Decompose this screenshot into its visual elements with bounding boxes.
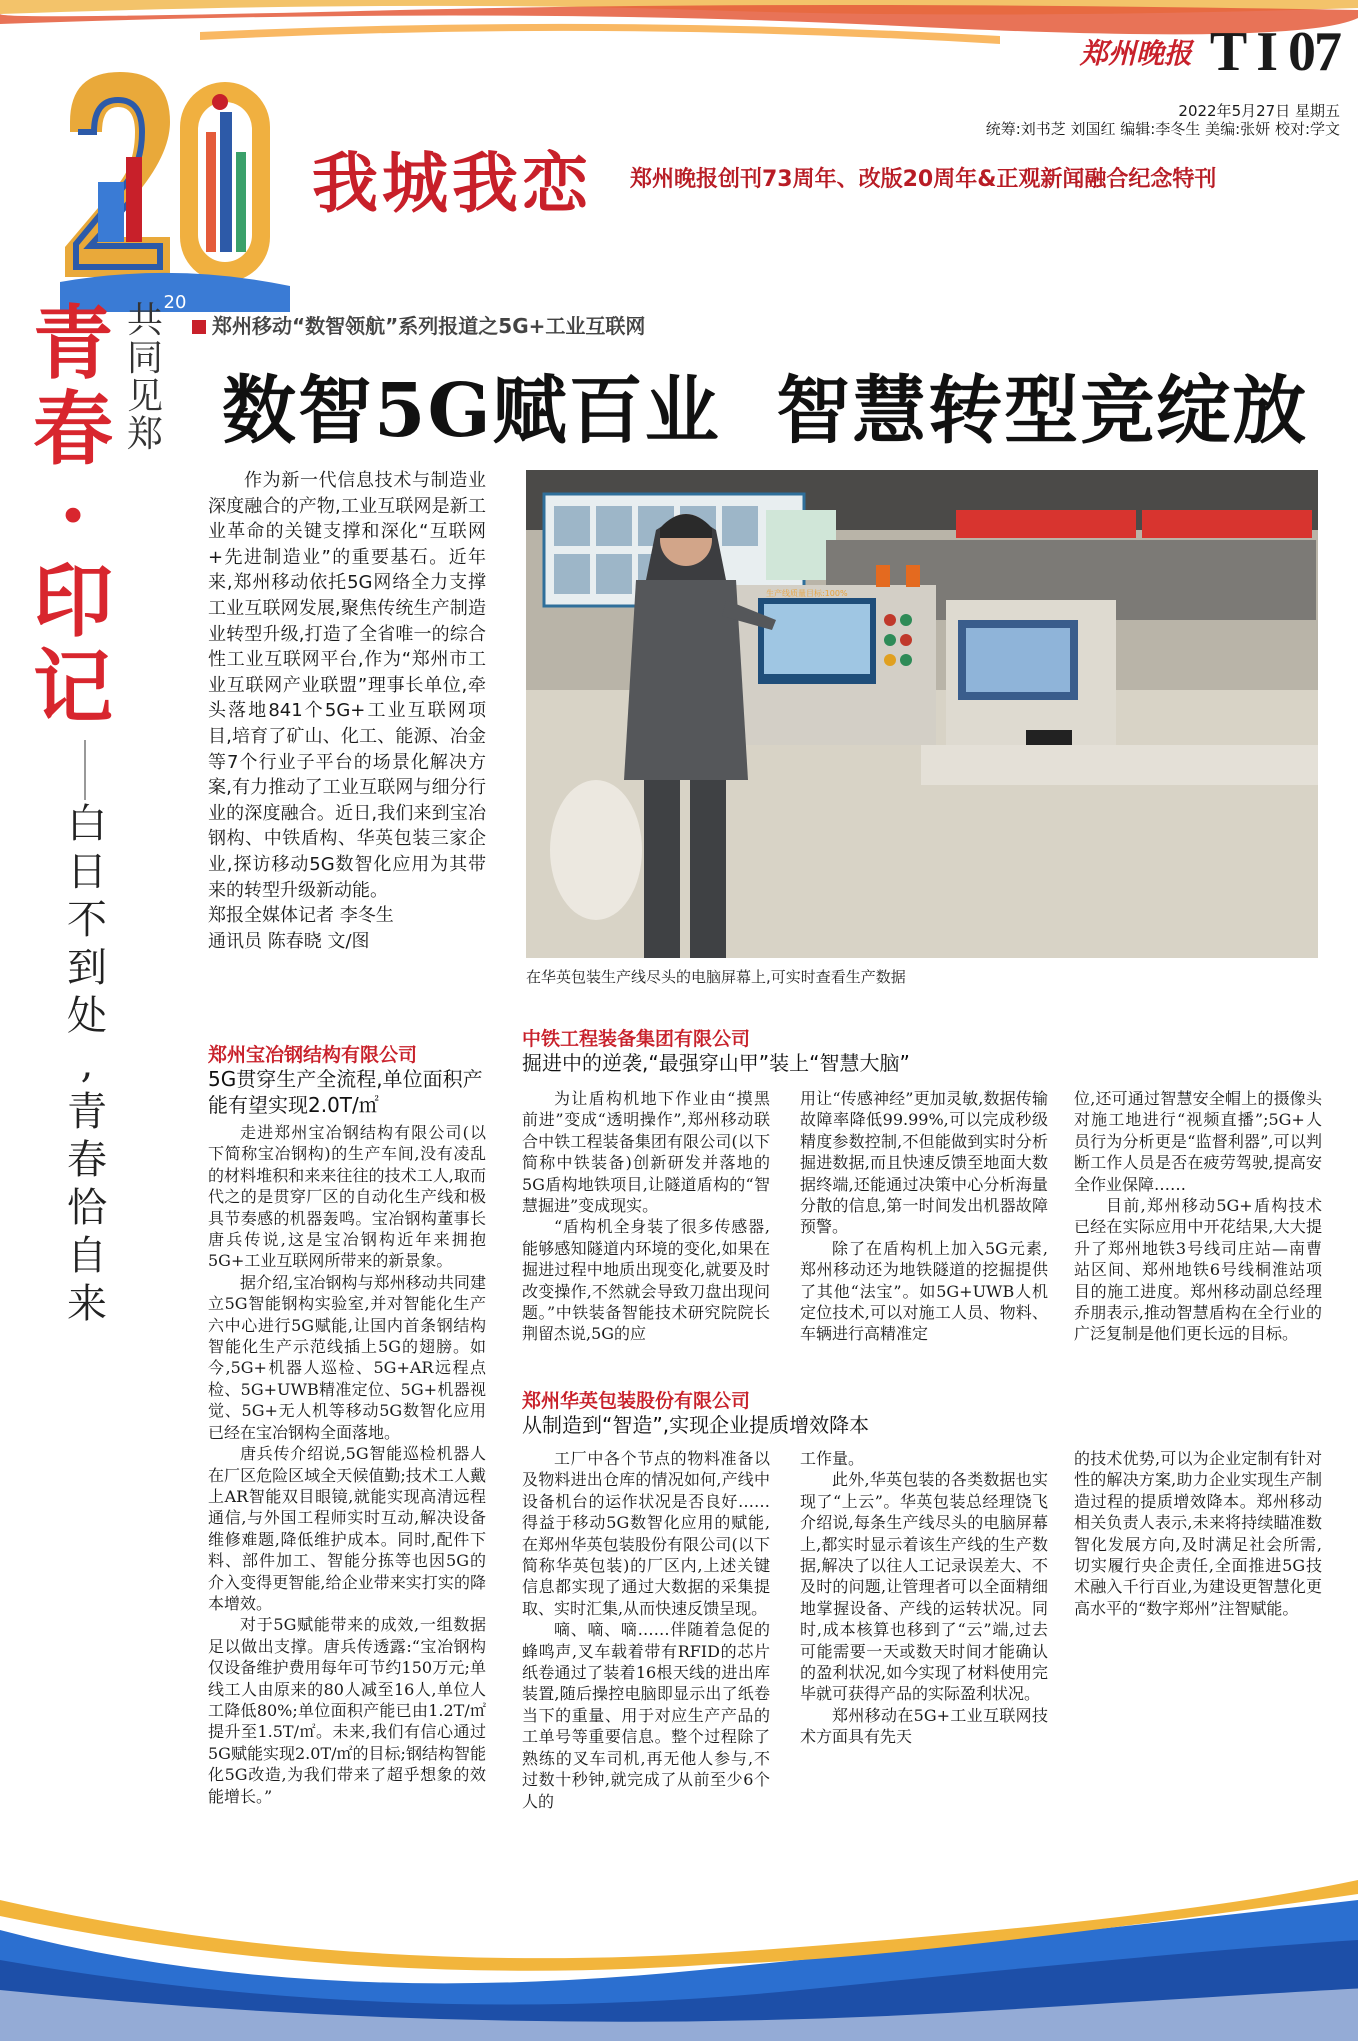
paragraph: 嘀、嘀、嘀……伴随着急促的蜂鸣声,叉车载着带有RFID的芯片纸卷通过了装着16根天线的进出库装置,随后操控电脑即显示出了纸卷当下的重量、用于对应生产产品的工单号等重要信息。整个过程除了熟练的叉车司机,再无他人参与,不过数十秒钟,就完成了从前至少6个人的	[522, 1620, 770, 1811]
photo-caption: 在华英包装生产线尽头的电脑屏幕上,可实时查看生产数据	[526, 968, 906, 986]
paragraph: 唐兵传介绍说,5G智能巡检机器人在厂区危险区域全天候值勤;技术工人戴上AR智能双目眼镜,就能实现高清远程通信,与外国工程师实时互动,解决设备维修难题,降低维护成本。同时,配件下料、部件加工、智能分拣等也因5G的介入变得更智能,给企业带来实打实的降本增效。	[208, 1444, 486, 1613]
side-title-char: 同	[126, 338, 163, 379]
side-title-char: 春	[33, 382, 113, 476]
section3-subtitle: 从制造到“智造”,实现企业提质增效降本	[522, 1413, 870, 1437]
series-label-text: 郑州移动“数智领航”系列报道之5G+工业互联网	[212, 314, 646, 338]
section1-company: 郑州宝冶钢结构有限公司	[208, 1044, 418, 1066]
side-poem	[60, 800, 114, 1328]
poem-char: 白	[67, 801, 107, 847]
poem-char: 不	[67, 897, 107, 943]
paragraph: 郑州移动在5G+工业互联网技术方面具有先天	[800, 1705, 1048, 1747]
section2-column-c	[1074, 1088, 1322, 1345]
paper-name: 郑州晚报	[1079, 39, 1192, 70]
side-title-black	[125, 302, 165, 454]
factory-photo	[526, 470, 1318, 958]
side-title-red	[30, 296, 116, 734]
paragraph: 除了在盾构机上加入5G元素,郑州移动还为地铁隧道的挖掘提供了其他“法宝”。如5G+UWB人机定位技术,可以对施工人员、物料、车辆进行高精准定	[800, 1238, 1048, 1344]
masthead	[1000, 20, 1340, 84]
byline-reporter: 郑报全媒体记者 李冬生	[208, 905, 394, 927]
paragraph: “盾构机全身装了很多传感器,能够感知隧道内环境的变化,如果在掘进过程中地质出现变化,就要及时改变操作,不然就会导致刀盘出现问题。”中铁装备智能技术研究院院长荆留杰说,5G的应	[522, 1217, 770, 1344]
poem-char: 恰	[67, 1185, 107, 1231]
section3-column-a	[522, 1448, 770, 1812]
byline-correspondent: 通讯员 陈春晓 文/图	[208, 930, 370, 952]
logo-number: 20	[163, 292, 187, 312]
poem-char: 春	[67, 1137, 107, 1183]
dateline: 2022年5月27日 星期五	[1178, 102, 1340, 120]
side-title-char: 郑	[126, 414, 163, 455]
side-title-char: ·	[59, 468, 87, 562]
section2-column-b	[800, 1088, 1048, 1345]
section2-subtitle: 掘进中的逆袭,“最强穿山甲”装上“智慧大脑”	[522, 1051, 910, 1075]
banner-title: 我城我恋	[312, 145, 592, 222]
red-square-icon	[192, 320, 206, 334]
page-number: T I 07	[1209, 21, 1340, 83]
side-divider	[84, 740, 86, 800]
paragraph: 用让“传感神经”更加灵敏,数据传输故障率降低99.99%,可以完成秒级精度参数控制,不但能做到实时分析掘进数据,而且快速反馈至地面大数据终端,还能通过决策中心分析海量分散的信息,第一时间发出机器故障预警。	[800, 1089, 1048, 1237]
paragraph: 据介绍,宝冶钢构与郑州移动共同建立5G智能钢构实验室,并对智能化生产六中心进行5G赋能,让国内首条钢结构智能化生产示范线插上5G的翅膀。如今,5G+机器人巡检、5G+AR远程点检、5G+UWB精准定位、5G+机器视觉、5G+无人机等移动5G数智化应用已经在宝冶钢构全面落地。	[208, 1272, 486, 1442]
section2-company: 中铁工程装备集团有限公司	[522, 1028, 751, 1050]
series-label	[192, 310, 645, 339]
paragraph: 走进郑州宝冶钢结构有限公司(以下简称宝冶钢构)的生产车间,没有凌乱的材料堆积和来来往往的技术工人,取而代之的是贯穿厂区的自动化生产线和极具节奏感的机器轰鸣。宝冶钢构董事长唐兵传说,这是宝冶钢构近年来拥抱5G+工业互联网所带来的新景象。	[208, 1123, 486, 1271]
paragraph: 目前,郑州移动5G+盾构技术已经在实际应用中开花结果,大大提升了郑州地铁3号线司庄站—南曹站区间、郑州地铁6号线桐淮站项目的施工进度。郑州移动副总经理乔朋表示,推动智慧盾构在全行业的广泛复制是他们更长远的目标。	[1074, 1196, 1322, 1344]
side-title-char: 记	[33, 640, 113, 734]
anniversary-20-logo	[60, 62, 290, 312]
paragraph: 为让盾构机地下作业由“摸黑前进”变成“透明操作”,郑州移动联合中铁工程装备集团有限公司(以下简称中铁装备)创新研发并落地的5G盾构地铁项目,让隧道盾构的“智慧掘进”变成现实。	[522, 1089, 770, 1216]
headline: 数智5G赋百业 智慧转型竞绽放	[222, 368, 1309, 454]
paragraph: 对于5G赋能带来的成效,一组数据足以做出支撑。唐兵传透露:“宝冶钢构仅设备维护费用每年可节约150万元;单线工人由原来的80人减至16人,单位人工降低80%;单位面积产能已由1.2T/㎡提升至1.5T/㎡。未来,我们有信心通过5G赋能实现2.0T/㎡的目标;钢结构智能化5G改造,为我们带来了超乎想象的效能增长。”	[208, 1615, 486, 1806]
paragraph: 此外,华英包装的各类数据也实现了“上云”。华英包装总经理饶飞介绍说,每条生产线尽头的电脑屏幕上,都实时显示着该生产线的生产数据,解决了以往人工记录误差大、不及时的问题,让管理者可以全面精细地掌握设备、产线的运转状况。同时,成本核算也移到了“云”端,过去可能需要一天或数天时间才能确认的盈利状况,如今实现了材料使用完毕就可获得产品的实际盈利状况。	[800, 1470, 1048, 1704]
side-title-char: 共	[126, 300, 163, 341]
paragraph: 位,还可通过智慧安全帽上的摄像头对施工地进行“视频直播”;5G+人员行为分析更是“监督利器”,可以判断工作人员是否在疲劳驾驶,提高安全作业保障……	[1074, 1089, 1322, 1194]
poem-char: 青	[67, 1089, 107, 1135]
poem-char: ,	[80, 1041, 94, 1087]
poem-char: 处	[67, 993, 107, 1039]
section3-column-b	[800, 1448, 1048, 1748]
section1-subtitle: 5G贯穿生产全流程,单位面积产能有望实现2.0T/㎡	[208, 1067, 483, 1117]
poem-char: 日	[67, 849, 107, 895]
editors-credit: 统筹:刘书芝 刘国红 编辑:李冬生 美编:张妍 校对:学文	[985, 120, 1340, 138]
paragraph: 的技术优势,可以为企业定制有针对性的解决方案,助力企业实现生产制造过程的提质增效降本。郑州移动相关负责人表示,未来将持续瞄准数智化发展方向,及时满足社会所需,切实履行央企责任,全面推进5G技术融入千行百业,为建设更智慧化更高水平的“数字郑州”注智赋能。	[1074, 1449, 1322, 1618]
section3-column-c	[1074, 1448, 1322, 1619]
bottom-decorative-wave	[0, 1860, 1358, 2041]
lead-paragraph	[208, 468, 486, 954]
section3-company: 郑州华英包装股份有限公司	[522, 1390, 751, 1412]
side-title-char: 青	[33, 296, 113, 390]
poem-char: 来	[67, 1281, 107, 1327]
lead-text: 作为新一代信息技术与制造业深度融合的产物,工业互联网是新工业革命的关键支撑和深化“互联网+先进制造业”的重要基石。近年来,郑州移动依托5G网络全力支撑工业互联网发展,聚焦传统生产制造业转型升级,打造了全省唯一的综合性工业互联网平台,作为“郑州市工业互联网产业联盟”理事长单位,牵头落地841个5G+工业互联网项目,培育了矿山、化工、能源、冶金等7个行业子平台的场景化解决方案,有力推动了工业互联网与细分行业的深度融合。近日,我们来到宝冶钢构、中铁盾构、华英包装三家企业,探访移动5G数智化应用为其带来的转型升级新动能。	[208, 470, 486, 901]
poem-char: 到	[67, 945, 107, 991]
poem-char: 自	[67, 1233, 107, 1279]
side-title-char: 见	[126, 376, 163, 417]
banner-subtitle: 郑州晚报创刊73周年、改版20周年&正观新闻融合纪念特刊	[630, 167, 1217, 192]
paragraph: 工厂中各个节点的物料准备以及物料进出仓库的情况如何,产线中设备机台的运作状况是否良好……得益于移动5G数智化应用的赋能,在郑州华英包装股份有限公司(以下简称华英包装)的厂区内,上述关键信息都实现了通过大数据的采集提取、实时汇集,从而快速反馈呈现。	[522, 1449, 770, 1618]
section1-body	[208, 1122, 486, 1807]
screen-target-text: 生产线质量目标:100%	[766, 589, 848, 598]
paragraph: 工作量。	[800, 1449, 865, 1468]
side-title-char: 印	[33, 554, 113, 648]
section2-column-a	[522, 1088, 770, 1345]
